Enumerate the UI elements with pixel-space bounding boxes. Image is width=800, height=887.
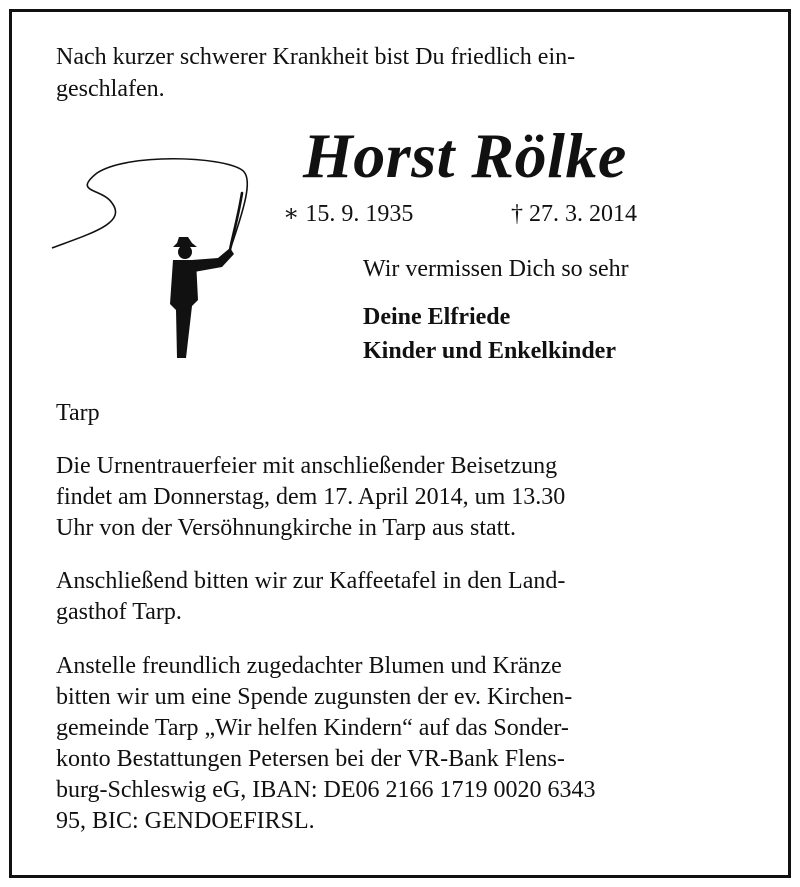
donation-line-5: burg-Schleswig eG, IBAN: DE06 2166 1719 0020 6343 [56, 777, 596, 803]
donation-line-6: 95, BIC: GENDOEFIRSL. [56, 808, 315, 834]
intro-line-2: geschlafen. [56, 76, 165, 102]
farewell-message: Wir vermissen Dich so sehr [363, 256, 629, 282]
donation-line-4: konto Bestattungen Petersen bei der VR-Bank Flens- [56, 746, 565, 772]
birth-date: ∗ 15. 9. 1935 [283, 201, 414, 227]
fly-fisherman-silhouette-icon [32, 148, 252, 368]
ceremony-line-3: Uhr von der Versöhnungkirche in Tarp aus statt. [56, 515, 517, 541]
signature-line-2: Kinder und Enkelkinder [363, 338, 616, 364]
intro-line-1: Nach kurzer schwerer Krankheit bist Du friedlich ein- [56, 44, 576, 70]
ceremony-line-2: findet am Donnerstag, dem 17. April 2014, um 13.30 [56, 484, 566, 510]
donation-line-3: gemeinde Tarp „Wir helfen Kindern“ auf das Sonder- [56, 715, 569, 741]
ceremony-line-1: Die Urnentrauerfeier mit anschließender Beisetzung [56, 453, 558, 479]
deceased-name: Horst Rölke [303, 120, 627, 191]
coffee-line-2: gasthof Tarp. [56, 599, 182, 625]
donation-line-1: Anstelle freundlich zugedachter Blumen und Kränze [56, 653, 562, 679]
donation-line-2: bitten wir um eine Spende zugunsten der ev. Kirchen- [56, 684, 573, 710]
signature-line-1: Deine Elfriede [363, 304, 511, 330]
death-date: † 27. 3. 2014 [511, 201, 637, 227]
coffee-line-1: Anschließend bitten wir zur Kaffeetafel in den Land- [56, 568, 566, 594]
place-name: Tarp [56, 400, 100, 426]
